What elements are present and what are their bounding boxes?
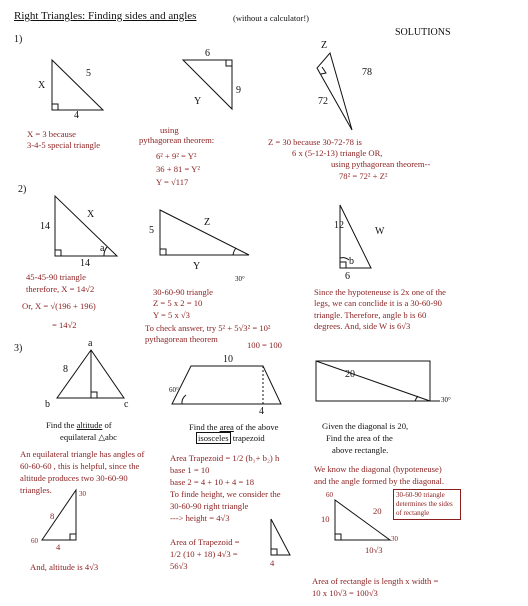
answer-1c-line2: 6 x (5-12-13) triangle OR, (292, 148, 383, 158)
label-1b-y: Y (194, 96, 202, 107)
label-1a-5: 5 (86, 68, 91, 79)
answer-3c-line1: We know the diagonal (hypoteneuse) (314, 464, 442, 474)
answer-3c-line3: Area of rectangle is length x width = (312, 576, 439, 586)
label-2b-5: 5 (149, 225, 154, 236)
label-2c-6: 6 (345, 271, 350, 282)
triangle-1c (317, 53, 352, 130)
triangle-2a (55, 196, 117, 256)
answer-1b-line3: 6² + 9² = Y² (156, 151, 197, 161)
answer-3a-line3: altitude produces two 30-60-90 (20, 473, 128, 483)
question-3c-line3: above rectangle. (332, 445, 389, 455)
answer-1c-line1: Z = 30 because 30-72-78 is (268, 137, 362, 147)
page-title: Right Triangles: Finding sides and angles (14, 10, 197, 22)
label-1c-78: 78 (362, 67, 372, 78)
answer-3a-line1: An equilateral triangle has angles of (20, 449, 145, 459)
answer-1b-line5: Y = √117 (156, 177, 189, 187)
answer-1b-line2: pythagorean theorem: (139, 135, 215, 145)
solutions-label: SOLUTIONS (395, 27, 451, 38)
label-2b-y: Y (193, 261, 201, 272)
answer-3b-line2: base 1 = 10 (170, 465, 210, 475)
answer-3b-line7: Area of Trapezoid = (170, 537, 240, 547)
label-2a-14-bottom: 14 (80, 258, 90, 269)
label-2a-a: a (100, 243, 105, 254)
page-subtitle: (without a calculator!) (233, 13, 309, 23)
small-3c-60: 60 (326, 491, 333, 499)
label-3a-c: c (124, 399, 129, 410)
question-3c-line1: Given the diagonal is 20, (322, 421, 409, 431)
label-2a-14-left: 14 (40, 221, 50, 232)
answer-2b-line5: pythagorean theorem (145, 334, 218, 344)
label-3b-60: 60° (169, 386, 179, 394)
answer-2a-line1: 45-45-90 triangle (26, 272, 86, 282)
answer-3a-line2: 60-60-60 , this is helpful, since the (20, 461, 140, 471)
answer-3b-line1: Area Trapezoid = 1/2 (b₁+ b₂) h (170, 453, 280, 463)
question-3a-line2: equilateral △abc (60, 432, 117, 442)
problem-2-number: 2) (18, 184, 27, 195)
answer-3c-line2: and the angle formed by the diagonal. (314, 476, 445, 486)
question-3c-line2: Find the area of the (326, 433, 393, 443)
answer-2b-line1: 30-60-90 triangle (153, 287, 213, 297)
label-1a-4: 4 (74, 110, 79, 121)
answer-2c-line3: triangle. Therefore, angle b is 60 (314, 310, 427, 320)
answer-3c-line4: 10 x 10√3 = 100√3 (312, 588, 378, 598)
small-3c-30: 30 (391, 535, 398, 543)
answer-3b-line3: base 2 = 4 + 10 + 4 = 18 (170, 477, 255, 487)
triangle-1b (183, 60, 232, 109)
answer-1a-line2: 3-4-5 special triangle (27, 140, 101, 150)
label-1b-6: 6 (205, 48, 210, 59)
triangle-1a (52, 60, 103, 110)
answer-2b-line2: Z = 5 x 2 = 10 (153, 298, 203, 308)
answer-2c-line4: degrees. And, side W is 6√3 (314, 321, 411, 331)
small-3a-4: 4 (56, 542, 61, 552)
label-1c-72: 72 (318, 96, 328, 107)
small-3b-4: 4 (270, 558, 275, 568)
answer-1b-line4: 36 + 81 = Y² (156, 164, 200, 174)
problem-3-number: 3) (14, 343, 23, 354)
answer-2b-line6: 100 = 100 (247, 340, 282, 350)
answer-2a-line2: therefore, X = 14√2 (26, 284, 95, 294)
label-3b-10: 10 (223, 354, 233, 365)
label-3c-30: 30° (441, 396, 451, 404)
question-3b-line2: isosceles trapezoid (198, 433, 265, 443)
label-2b-30: 30° (235, 275, 245, 283)
small-triangle-3a (42, 490, 76, 540)
question-3a-line1: Find the altitude of (46, 420, 112, 430)
small-3c-10: 10 (321, 514, 330, 524)
answer-3b-line8: 1/2 (10 + 18) 4√3 = (170, 549, 238, 559)
answer-1c-line3: using pythagorean theorem-- (331, 159, 431, 169)
small-3a-8: 8 (50, 511, 55, 521)
answer-3b-line5: 30-60-90 right triangle (170, 501, 249, 511)
label-2c-12: 12 (334, 220, 344, 231)
answer-2b-line3: Y = 5 x √3 (153, 310, 190, 320)
answer-2a-line3: Or, X = √(196 + 196) (22, 301, 96, 311)
label-3a-b: b (45, 399, 50, 410)
small-triangle-3c (335, 500, 390, 540)
note-box-3c: 30-60-90 triangle determines the sides of rectangle (393, 489, 461, 520)
answer-3a-line4: triangles. (20, 485, 52, 495)
small-3a-60: 60 (31, 537, 38, 545)
label-2c-b: b (349, 256, 354, 267)
answer-2a-line4: = 14√2 (52, 320, 77, 330)
answer-1b-line1: using (160, 125, 179, 135)
answer-2c-line1: Since the hypoteneuse is 2x one of the (314, 287, 446, 297)
label-2b-z: Z (204, 217, 211, 228)
label-3b-4: 4 (259, 406, 264, 417)
answer-2b-line4: To check answer, try 5² + 5√3² = 10² (145, 323, 271, 333)
small-3c-20: 20 (373, 506, 382, 516)
label-3a-8: 8 (63, 364, 68, 375)
label-1c-z: Z (321, 40, 328, 51)
question-3b-line1: Find the area of the above (189, 422, 279, 432)
small-3a-30: 30 (79, 490, 86, 498)
triangle-2c (340, 205, 371, 268)
answer-3a-final: And, altitude is 4√3 (30, 562, 99, 572)
answer-1c-line4: 78² = 72² + Z² (339, 171, 388, 181)
label-2c-w: W (375, 226, 385, 237)
answer-3b-line4: To finde height, we consider the (170, 489, 281, 499)
label-1b-9: 9 (236, 85, 241, 96)
answer-3b-line6: ---> height = 4√3 (170, 513, 230, 523)
small-triangle-3b (271, 519, 290, 555)
label-3a-a: a (88, 338, 93, 349)
small-3c-10sqrt3: 10√3 (365, 545, 383, 555)
label-1a-x: X (38, 80, 46, 91)
label-2a-x: X (87, 209, 95, 220)
answer-1a-line1: X = 3 because (27, 129, 76, 139)
problem-1-number: 1) (14, 34, 23, 45)
trapezoid-3b (172, 366, 281, 404)
answer-3b-line9: 56√3 (170, 561, 188, 571)
label-3c-20: 20 (345, 369, 355, 380)
answer-2c-line2: legs, we can conclide it is a 30-60-90 (314, 298, 442, 308)
